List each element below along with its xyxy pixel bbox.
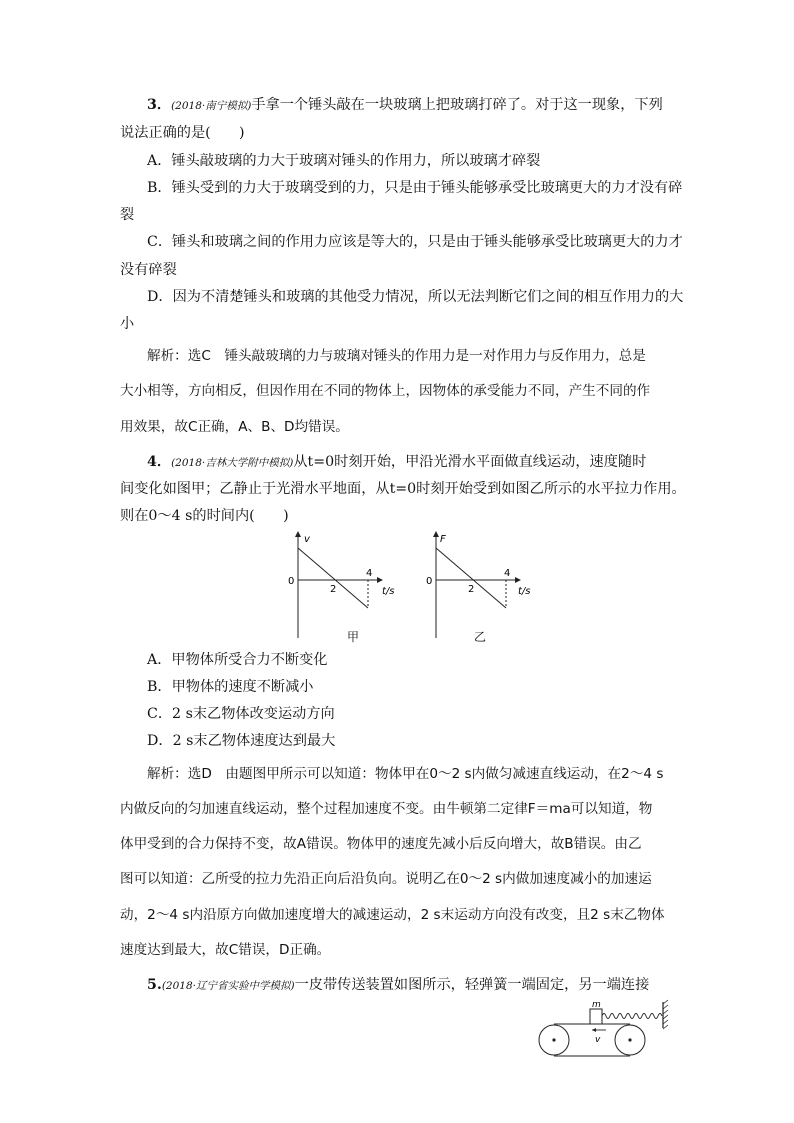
velocity-arrowhead	[592, 1028, 596, 1032]
graph-yi-ylabel: F	[440, 534, 446, 545]
q3-option-b-line1: B．锤头受到的力大于玻璃受到的力，只是由于锤头能够承受比玻璃更大的力才没有碎	[147, 180, 683, 196]
graph-jia-tick-4: 4	[366, 568, 373, 579]
q3-stem-text1: 手拿一个锤头敲在一块玻璃上把玻璃打碎了。对于这一现象，下列	[251, 97, 663, 113]
q3-stem-line2: 说法正确的是( )	[120, 125, 245, 141]
q4-stem-text1: 从t=0时刻开始，甲沿光滑水平面做直线运动，速度随时	[293, 454, 647, 470]
q4-source: (2018·吉林大学附中模拟)	[171, 457, 294, 469]
graph-jia-xlabel: t/s	[382, 586, 395, 597]
q5-number: 5.	[147, 977, 162, 993]
q4-option-c: C．2 s末乙物体改变运动方向	[147, 706, 335, 722]
graph-yi-tick-4: 4	[504, 568, 511, 579]
q4-option-b: B．甲物体的速度不断减小	[147, 679, 314, 695]
q3-stem-line1	[147, 95, 663, 116]
q4-solution-line3: 体甲受到的合力保持不变，故A错误。物体甲的速度先减小后反向增大，故B错误。由乙	[120, 836, 642, 852]
q3-option-d-line2: 小	[120, 316, 135, 332]
q3-solution-line3: 用效果，故C正确，A、B、D均错误。	[120, 419, 349, 435]
block-mass-label: m	[592, 1000, 601, 1010]
graph-jia-line	[298, 548, 368, 608]
q4-solution-line6: 速度达到最大，故C错误，D正确。	[120, 942, 331, 958]
graph-yi-origin: 0	[426, 576, 433, 587]
q4-stem-line2: 间变化如图甲；乙静止于光滑水平地面，从t=0时刻开始受到如图乙所示的水平拉力作用。	[120, 481, 686, 497]
graph-jia-ylabel: v	[304, 534, 310, 545]
wall-hatching	[663, 1000, 668, 1029]
q4-stem-line3: 则在0～4 s的时间内( )	[120, 508, 289, 524]
graph-jia-tick-2: 2	[330, 584, 337, 595]
q4-solution-line1: 解析：选D 由题图甲所示可以知道：物体甲在0～2 s内做匀减速直线运动，在2～4 s	[147, 766, 664, 782]
q3-option-d-line1: D．因为不清楚锤头和玻璃的其他受力情况，所以无法判断它们之间的相互作用力的大	[147, 289, 684, 305]
graph-yi-line	[436, 548, 506, 608]
q4-number: 4．	[147, 454, 172, 470]
left-axle	[552, 1038, 555, 1041]
graph-yi-tick-2: 2	[468, 584, 475, 595]
q5-stem-line1	[147, 975, 649, 996]
graph-jia	[280, 528, 400, 646]
q4-solution-line4: 图可以知道：乙所受的拉力先沿正向后沿负向。说明乙在0～2 s内做加速度减小的加速运	[120, 871, 652, 887]
q3-option-c-line1: C．锤头和玻璃之间的作用力应该是等大的，只是由于锤头能够承受比玻璃更大的力才	[147, 234, 683, 250]
graph-jia-caption: 甲	[347, 630, 360, 644]
q3-number: 3．	[147, 97, 172, 113]
block-m	[590, 1009, 602, 1024]
q3-option-b-line2: 裂	[120, 207, 135, 223]
graph-yi-xlabel: t/s	[518, 586, 531, 597]
q3-option-a: A．锤头敲玻璃的力大于玻璃对锤头的作用力，所以玻璃才碎裂	[147, 153, 541, 169]
conveyor-figure	[536, 998, 676, 1060]
q4-option-d: D．2 s末乙物体速度达到最大	[147, 733, 336, 749]
q3-option-c-line2: 没有碎裂	[120, 262, 177, 278]
spring	[602, 1014, 662, 1019]
q4-solution-line5: 动，2～4 s内沿原方向做加速度增大的减速运动，2 s末运动方向没有改变，且2 s末乙物体	[120, 907, 665, 923]
q3-solution-line2: 大小相等，方向相反，但因作用在不同的物体上，因物体的承受能力不同，产生不同的作	[120, 383, 651, 399]
q4-solution-line2: 内做反向的匀加速直线运动，整个过程加速度不变。由牛顿第二定律F＝ma可以知道，物	[120, 801, 653, 817]
q5-source: (2018·辽宁省实验中学模拟)	[161, 980, 295, 992]
q4-option-a: A．甲物体所受合力不断变化	[147, 652, 328, 668]
graph-jia-origin: 0	[288, 576, 295, 587]
right-axle	[628, 1038, 631, 1041]
graph-yi-caption: 乙	[474, 630, 487, 644]
q5-stem-text1: 一皮带传送装置如图所示，轻弹簧一端固定，另一端连接	[294, 977, 650, 993]
q3-source: (2018·南宁模拟)	[171, 100, 252, 112]
velocity-label: v	[595, 1035, 601, 1045]
q4-stem-line1	[147, 452, 646, 473]
q3-solution-line1: 解析：选C 锤头敲玻璃的力与玻璃对锤头的作用力是一对作用力与反作用力，总是	[147, 348, 646, 364]
